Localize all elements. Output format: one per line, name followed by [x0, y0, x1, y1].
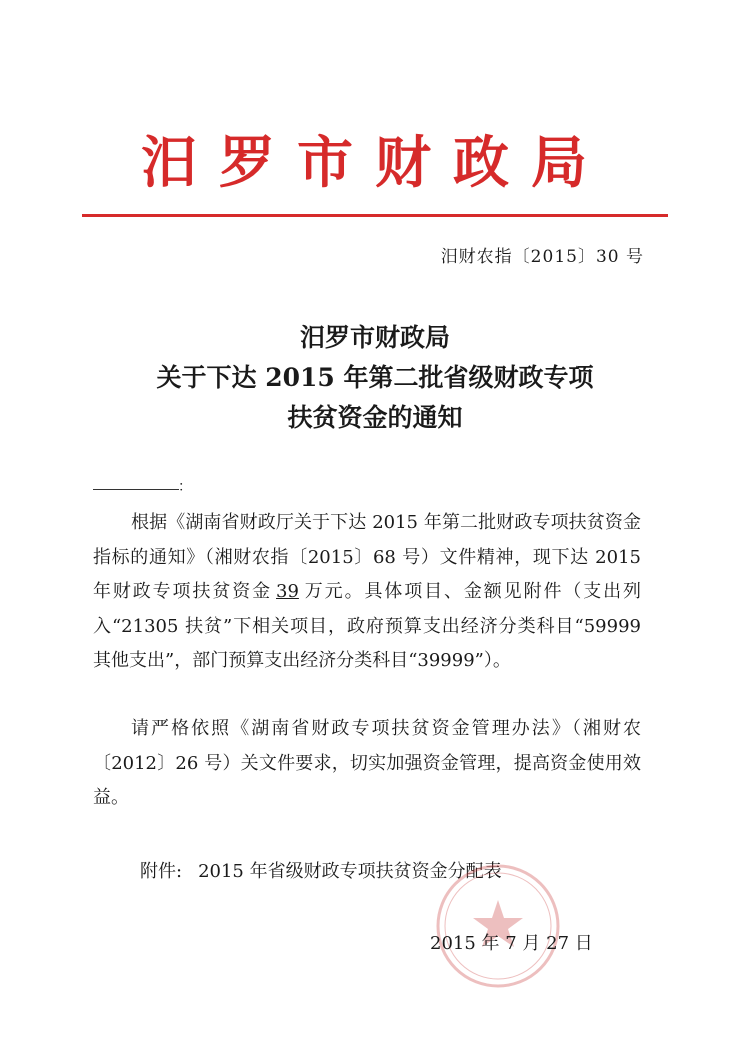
document-number: 汨财农指〔2015〕30 号 [440, 247, 644, 267]
title-line-3: 扶贫资金的通知 [287, 403, 463, 432]
official-seal-stamp [432, 860, 564, 992]
document-title [75, 318, 675, 438]
paragraph-1-text-end: 万元。具体项目、金额见附件（支出列入“21305 扶贫”下相关项目，政府预算支出经济分类科目“59999 其他支出”，部门预算支出经济分类科目“39999”）。 [93, 581, 642, 671]
addressee-colon: ： [178, 479, 192, 495]
fund-amount: 39 [276, 581, 299, 602]
title-line-1: 汨罗市财政局 [299, 323, 450, 352]
addressee-blank [93, 475, 179, 490]
paragraph-1-text-start: 根据《湖南省财政厅关于下达 2015 年第二批财政专项扶贫资金指标的通知》（湘财农指〔2015〕68 号）文件精神，现下达 2015 年财政专项扶贫资金 [93, 512, 641, 602]
issuing-organization-header: 汨罗市财政局 [141, 130, 609, 196]
issue-date: 2015 年 7 月 27 日 [430, 933, 593, 954]
attachment-label: 附件: [140, 861, 183, 882]
body-paragraph-1 [93, 506, 641, 679]
title-line-2: 关于下达 2015 年第二批省级财政专项 [156, 363, 594, 392]
body-paragraph-2: 请严格依照《湖南省财政专项扶贫资金管理办法》（湘财农〔2012〕26 号）关文件要求，切实加强资金管理，提高资金使用效益。 [93, 718, 641, 808]
red-header-rule [82, 214, 668, 217]
attachment-title: 2015 年省级财政专项扶贫资金分配表 [198, 861, 502, 882]
